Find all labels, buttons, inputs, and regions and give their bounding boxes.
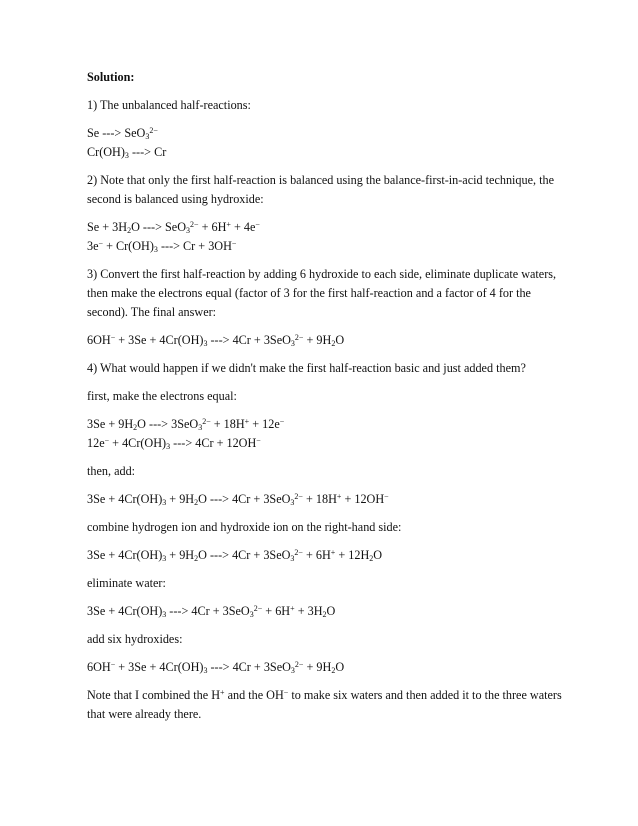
supscript: + [220, 688, 225, 697]
text-run: 6OH [87, 333, 111, 347]
supscript: + [226, 220, 231, 229]
subscript: 3 [166, 442, 171, 451]
text-run: + 4e [230, 220, 256, 234]
text-run: O ---> 4Cr + 3SeO [198, 492, 291, 506]
text-run: 4) What would happen if we didn't make the first half-reaction basic and just added them? [87, 361, 526, 375]
text-run: O [335, 333, 345, 347]
subscript: 3 [153, 245, 158, 254]
supscript: − [231, 239, 237, 248]
text-run: + 18H [302, 492, 337, 506]
text-line [87, 143, 567, 162]
text-run: O ---> 3SeO [137, 417, 199, 431]
text-line [87, 359, 567, 378]
text-run: 3Se + 9H [87, 417, 134, 431]
text-line [87, 518, 567, 537]
text-run: + 9H [166, 548, 195, 562]
paragraph [87, 546, 567, 565]
subscript: 3 [290, 498, 295, 507]
text-run: combine hydrogen ion and hydroxide ion on the right-hand side: [87, 520, 402, 534]
text-line [87, 415, 567, 434]
subscript: 3 [124, 151, 129, 160]
text-run: + 9H [303, 333, 332, 347]
text-line [87, 331, 567, 350]
text-run: + 4Cr(OH) [109, 436, 167, 450]
text-run: + 12H [335, 548, 370, 562]
text-run: + 9H [166, 492, 195, 506]
supscript: 2− [202, 417, 211, 426]
supscript: + [336, 492, 342, 501]
subscript: 3 [203, 666, 208, 675]
text-run: O ---> 4Cr + 3SeO [198, 548, 291, 562]
text-run: 3Se + 4Cr(OH) [87, 492, 163, 506]
text-run: + 6H [198, 220, 227, 234]
paragraph [87, 658, 567, 677]
document-page [87, 68, 567, 733]
supscript: 2− [294, 492, 303, 501]
text-run: 3e [87, 239, 99, 253]
text-line [87, 387, 567, 406]
subscript: 3 [186, 226, 190, 235]
subscript: 3 [162, 610, 167, 619]
subscript: 3 [162, 498, 167, 507]
subscript: 3 [249, 610, 254, 619]
subscript: 2 [369, 554, 374, 563]
text-run: 3) Convert the first half-reaction by adding 6 hydroxide to each side, eliminate duplicate waters, then make the electrons equal (factor of 3 for the first half-reaction and a factor of 4 for the second). The final answer: [87, 267, 557, 319]
text-run: O ---> SeO [131, 220, 186, 234]
text-run: 6OH [87, 660, 111, 674]
supscript: − [110, 333, 116, 342]
supscript: − [110, 660, 116, 669]
paragraph [87, 171, 567, 209]
subscript: 2 [194, 554, 199, 563]
text-line [87, 462, 567, 481]
subscript: 2 [322, 610, 327, 619]
text-run: 2) Note that only the first half-reaction is balanced using the balance-first-in-acid technique, the second is balanced using hydroxide: [87, 173, 555, 206]
subscript: 3 [145, 132, 150, 141]
text-run: ---> 4Cr + 3SeO [207, 333, 291, 347]
text-run: and the OH [224, 688, 284, 702]
paragraph [87, 96, 567, 115]
supscript: 2− [294, 548, 303, 557]
text-run: 3Se + 4Cr(OH) [87, 548, 163, 562]
paragraph [87, 462, 567, 481]
text-line [87, 96, 567, 115]
supscript: − [104, 436, 110, 445]
text-line [87, 574, 567, 593]
paragraph [87, 387, 567, 406]
text-run: + 3H [294, 604, 323, 618]
text-run: + 3Se + 4Cr(OH) [115, 660, 204, 674]
subscript: 2 [127, 226, 132, 235]
subscript: 3 [290, 666, 295, 675]
text-run: O [373, 548, 383, 562]
text-line [87, 490, 567, 509]
text-run: + 9H [303, 660, 332, 674]
text-run: Se ---> SeO [87, 126, 146, 140]
supscript: 2− [294, 660, 304, 669]
paragraph [87, 518, 567, 537]
subscript: 2 [133, 423, 138, 432]
supscript: 2− [294, 333, 304, 342]
subscript: 3 [203, 339, 208, 348]
paragraph [87, 359, 567, 378]
text-run: 1) The unbalanced half-reactions: [87, 98, 251, 112]
paragraph [87, 415, 567, 453]
supscript: + [330, 548, 336, 557]
text-line [87, 658, 567, 677]
text-line [87, 265, 567, 322]
text-run: ---> Cr + 3OH [157, 239, 232, 253]
text-run: 12e [87, 436, 105, 450]
text-run: + 6H [262, 604, 291, 618]
supscript: − [279, 417, 285, 426]
text-run: + 6H [302, 548, 331, 562]
supscript: − [283, 688, 289, 697]
paragraph [87, 490, 567, 509]
text-line [87, 124, 567, 143]
paragraph [87, 265, 567, 322]
text-run: ---> 4Cr + 12OH [170, 436, 257, 450]
paragraph [87, 630, 567, 649]
text-line [87, 171, 567, 209]
text-run: O [335, 660, 345, 674]
text-line [87, 686, 567, 724]
text-run: first, make the electrons equal: [87, 389, 237, 403]
supscript: − [255, 220, 260, 229]
text-run: Note that I combined the H [87, 688, 221, 702]
text-run: Se + 3H [87, 220, 128, 234]
solution-heading: Solution: [87, 70, 135, 84]
subscript: 2 [194, 498, 199, 507]
supscript: + [290, 604, 295, 613]
text-run: 3Se + 4Cr(OH) [87, 604, 163, 618]
text-run: Cr(OH) [87, 145, 125, 159]
text-run: O [326, 604, 336, 618]
supscript: − [384, 492, 389, 501]
subscript: 2 [331, 666, 336, 675]
subscript: 3 [162, 554, 167, 563]
text-run: + 12e [249, 417, 280, 431]
paragraph [87, 574, 567, 593]
supscript: 2− [149, 126, 158, 135]
text-run: + 3Se + 4Cr(OH) [115, 333, 204, 347]
text-line [87, 434, 567, 453]
paragraph [87, 218, 567, 256]
subscript: 3 [290, 339, 295, 348]
text-run: + 12OH [341, 492, 385, 506]
paragraph [87, 124, 567, 162]
text-line [87, 218, 567, 237]
text-line [87, 602, 567, 621]
solution-body [87, 96, 567, 724]
text-run: ---> Cr [128, 145, 167, 159]
supscript: + [244, 417, 250, 426]
paragraph [87, 602, 567, 621]
text-line [87, 237, 567, 256]
paragraph [87, 331, 567, 350]
subscript: 3 [198, 423, 203, 432]
subscript: 2 [331, 339, 336, 348]
text-run: to make six waters and then added it to the three waters that were already there. [87, 688, 562, 721]
text-run: add six hydroxides: [87, 632, 183, 646]
text-line [87, 630, 567, 649]
text-line [87, 546, 567, 565]
text-run: ---> 4Cr + 3SeO [207, 660, 291, 674]
supscript: − [256, 436, 261, 445]
supscript: − [98, 239, 104, 248]
text-run: + Cr(OH) [103, 239, 154, 253]
text-run: ---> 4Cr + 3SeO [166, 604, 250, 618]
supscript: 2− [253, 604, 263, 613]
subscript: 3 [290, 554, 295, 563]
paragraph [87, 686, 567, 724]
text-run: + 18H [210, 417, 245, 431]
supscript: 2− [190, 220, 199, 229]
text-run: eliminate water: [87, 576, 166, 590]
text-run: then, add: [87, 464, 136, 478]
